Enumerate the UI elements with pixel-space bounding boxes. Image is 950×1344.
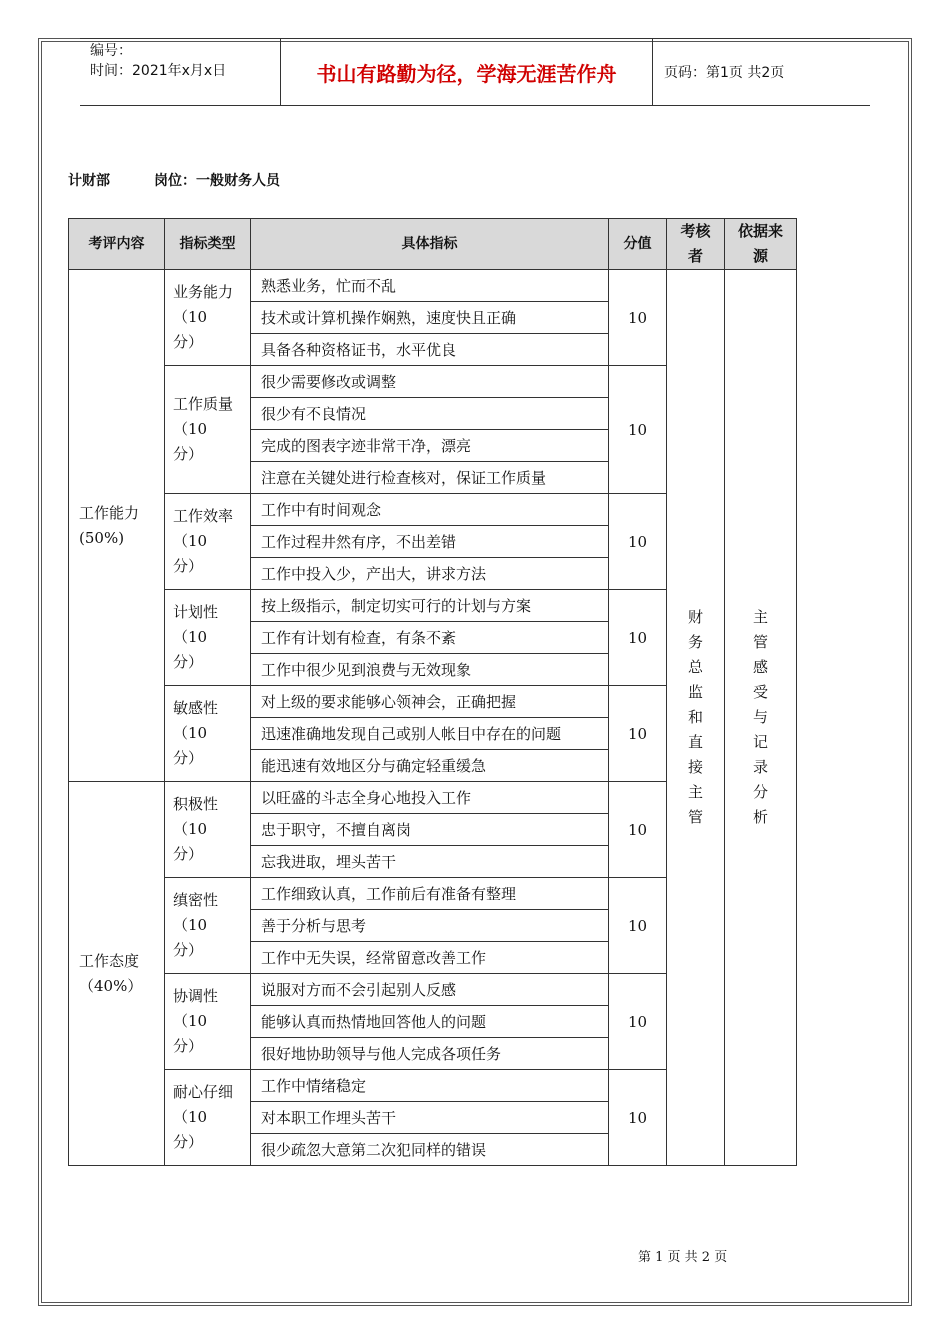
type-points — [173, 625, 242, 650]
type-points-unit: 分） — [173, 1133, 204, 1151]
indicator-cell: 很少有不良情况 — [251, 398, 609, 430]
table-row — [69, 270, 797, 302]
assessor-text: 财务总监和直接主管 — [687, 608, 703, 826]
type-name: 积极性 — [173, 795, 219, 813]
department-line — [68, 170, 280, 190]
indicator-cell: 熟悉业务，忙而不乱 — [251, 270, 609, 302]
indicator-cell: 注意在关键处进行检查核对，保证工作质量 — [251, 462, 609, 494]
serial-number-label: 编号： — [90, 43, 132, 59]
department-name: 计财部 — [68, 173, 110, 189]
indicator-cell: 说服对方而不会引起别人反感 — [251, 974, 609, 1006]
indicator-cell: 能够认真而热情地回答他人的问题 — [251, 1006, 609, 1038]
page-footer: 第 1 页 共 2 页 — [638, 1250, 728, 1265]
type-name: 工作质量 — [173, 395, 234, 413]
source-cell — [725, 270, 797, 1166]
date-label: 时间：2021年x月x日 — [90, 63, 227, 79]
indicator-type-cell — [165, 782, 251, 878]
type-name: 敏感性 — [173, 699, 219, 717]
type-points-unit: 分） — [173, 333, 204, 351]
indicator-cell: 很少疏忽大意第二次犯同样的错误 — [251, 1134, 609, 1166]
type-points — [173, 1009, 242, 1034]
type-points-unit: 分） — [173, 845, 204, 863]
indicator-cell: 以旺盛的斗志全身心地投入工作 — [251, 782, 609, 814]
score-cell: 10 — [609, 270, 667, 366]
type-points-open: （10 — [173, 1012, 208, 1030]
indicator-type-cell — [165, 270, 251, 366]
type-points — [173, 305, 242, 330]
type-points-unit: 分） — [173, 653, 204, 671]
type-points-unit: 分） — [173, 557, 204, 575]
table-body — [69, 270, 797, 1166]
type-points-unit: 分） — [173, 1037, 204, 1055]
indicator-type-cell — [165, 590, 251, 686]
position-title: 岗位：一般财务人员 — [154, 173, 280, 189]
type-points-open: （10 — [173, 1108, 208, 1126]
header-source: 依据来源 — [725, 219, 797, 270]
type-name: 计划性 — [173, 603, 219, 621]
type-points-open: （10 — [173, 820, 208, 838]
type-points-open: （10 — [173, 420, 208, 438]
indicator-cell: 工作中情绪稳定 — [251, 1070, 609, 1102]
header-type: 指标类型 — [165, 219, 251, 270]
indicator-cell: 能迅速有效地区分与确定轻重缓急 — [251, 750, 609, 782]
indicator-type-cell — [165, 494, 251, 590]
score-cell: 10 — [609, 590, 667, 686]
type-name: 业务能力 — [173, 283, 234, 301]
indicator-type-cell — [165, 1070, 251, 1166]
indicator-cell: 工作中很少见到浪费与无效现象 — [251, 654, 609, 686]
type-points-open: （10 — [173, 628, 208, 646]
category-cell: 工作能力(50%) — [69, 270, 165, 782]
indicator-cell: 工作有计划有检查，有条不紊 — [251, 622, 609, 654]
assessor-cell — [667, 270, 725, 1166]
score-cell: 10 — [609, 782, 667, 878]
indicator-cell: 工作细致认真，工作前后有准备有整理 — [251, 878, 609, 910]
score-cell: 10 — [609, 494, 667, 590]
indicator-cell: 技术或计算机操作娴熟，速度快且正确 — [251, 302, 609, 334]
score-cell: 10 — [609, 974, 667, 1070]
type-points-open: （10 — [173, 308, 208, 326]
type-points-open: （10 — [173, 724, 208, 742]
type-points — [173, 1105, 242, 1130]
indicator-cell: 工作中无失误，经常留意改善工作 — [251, 942, 609, 974]
indicator-cell: 具备各种资格证书，水平优良 — [251, 334, 609, 366]
indicator-cell: 按上级指示，制定切实可行的计划与方案 — [251, 590, 609, 622]
type-name: 协调性 — [173, 987, 219, 1005]
score-cell: 10 — [609, 686, 667, 782]
indicator-cell: 善于分析与思考 — [251, 910, 609, 942]
indicator-type-cell — [165, 878, 251, 974]
header-content: 考评内容 — [69, 219, 165, 270]
indicator-cell: 迅速准确地发现自己或别人帐目中存在的问题 — [251, 718, 609, 750]
type-points-unit: 分） — [173, 941, 204, 959]
header-score: 分值 — [609, 219, 667, 270]
type-points-open: （10 — [173, 532, 208, 550]
indicator-cell: 忠于职守，不擅自离岗 — [251, 814, 609, 846]
type-points — [173, 529, 242, 554]
type-points — [173, 417, 242, 442]
indicator-cell: 工作过程井然有序，不出差错 — [251, 526, 609, 558]
indicator-cell: 对上级的要求能够心领神会，正确把握 — [251, 686, 609, 718]
type-name: 耐心仔细 — [173, 1083, 234, 1101]
indicator-type-cell — [165, 974, 251, 1070]
category-cell: 工作态度（40%） — [69, 782, 165, 1166]
header-page-info: 页码：第1页 共2页 — [664, 65, 785, 81]
header-motto: 书山有路勤为径，学海无涯苦作舟 — [280, 39, 653, 105]
table-header-row — [69, 219, 797, 270]
type-points-unit: 分） — [173, 749, 204, 767]
source-text: 主管感受与记录分析 — [752, 608, 768, 826]
indicator-cell: 工作中投入少，产出大，讲求方法 — [251, 558, 609, 590]
header-assessor: 考核者 — [667, 219, 725, 270]
indicator-cell: 对本职工作埋头苦干 — [251, 1102, 609, 1134]
indicator-cell: 完成的图表字迹非常干净，漂亮 — [251, 430, 609, 462]
score-cell: 10 — [609, 878, 667, 974]
header-indicator: 具体指标 — [251, 219, 609, 270]
type-points — [173, 817, 242, 842]
indicator-type-cell — [165, 366, 251, 494]
type-name: 缜密性 — [173, 891, 219, 909]
type-points — [173, 913, 242, 938]
type-points-unit: 分） — [173, 445, 204, 463]
score-cell: 10 — [609, 1070, 667, 1166]
indicator-type-cell — [165, 686, 251, 782]
type-points-open: （10 — [173, 916, 208, 934]
type-name: 工作效率 — [173, 507, 234, 525]
type-points — [173, 721, 242, 746]
indicator-cell: 工作中有时间观念 — [251, 494, 609, 526]
header-meta — [90, 41, 226, 81]
indicator-cell: 忘我进取，埋头苦干 — [251, 846, 609, 878]
score-cell: 10 — [609, 366, 667, 494]
indicator-cell: 很好地协助领导与他人完成各项任务 — [251, 1038, 609, 1070]
document-header — [80, 38, 870, 106]
indicator-cell: 很少需要修改或调整 — [251, 366, 609, 398]
evaluation-table — [68, 218, 797, 1166]
